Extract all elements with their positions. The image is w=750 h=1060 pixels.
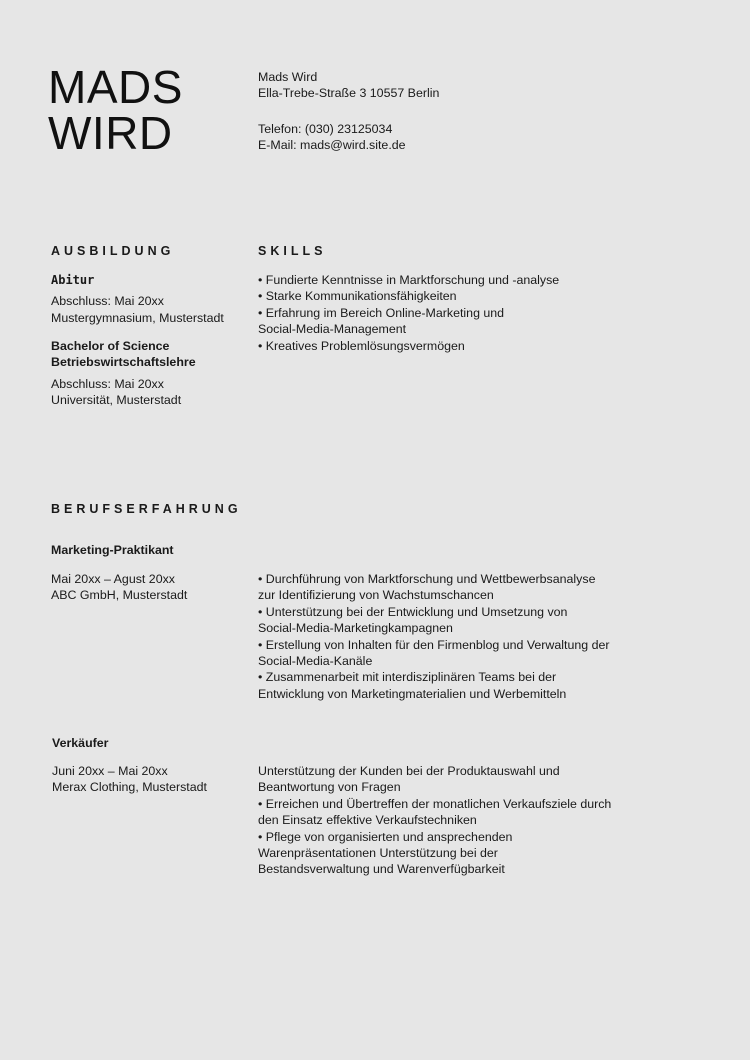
job-line: Unterstützung der Kunden bei der Produktauswahl und <box>258 764 560 778</box>
job-company: Merax Clothing, Musterstadt <box>52 780 207 795</box>
job-line: Beantwortung von Fragen <box>258 780 401 795</box>
name-last: WIRD <box>48 107 173 159</box>
education-line: Abschluss: Mai 20xx <box>51 376 164 391</box>
education-item <box>51 272 224 326</box>
contact-details <box>258 121 406 154</box>
education-line: Abschluss: Mai 20xx <box>51 294 164 309</box>
education-heading: AUSBILDUNG <box>51 244 175 258</box>
job-meta <box>51 571 187 604</box>
job-company: ABC GmbH, Musterstadt <box>51 588 188 603</box>
contact-phone: Telefon: (030) 23125034 <box>258 122 393 136</box>
job-line: • Unterstützung bei der Entwicklung und Umsetzung von <box>258 604 568 619</box>
job-line: zur Identifizierung von Wachstumschancen <box>258 588 494 603</box>
education-title: Betriebswirtschaftslehre <box>51 355 196 370</box>
education-item <box>51 338 196 409</box>
contact-block <box>258 69 439 102</box>
skill-line: • Erfahrung im Bereich Online-Marketing und <box>258 305 505 320</box>
job-line: Entwicklung von Marketingmaterialien und Werbemitteln <box>258 686 567 701</box>
job-description <box>258 763 611 878</box>
job-description <box>258 571 610 702</box>
job-title: Marketing-Praktikant <box>51 543 174 557</box>
skill-line: • Fundierte Kenntnisse in Marktforschung und -analyse <box>258 273 560 287</box>
skills-list <box>258 272 559 354</box>
skill-line: • Kreatives Problemlösungsvermögen <box>258 338 465 353</box>
contact-address: Ella-Trebe-Straße 3 10557 Berlin <box>258 86 440 101</box>
job-line: • Erstellung von Inhalten für den Firmenblog und Verwaltung der <box>258 637 610 652</box>
resume-name <box>48 61 183 159</box>
job-line: • Pflege von organisierten und ansprechenden <box>258 829 513 844</box>
job-dates: Mai 20xx – Agust 20xx <box>51 572 175 586</box>
job-line: • Durchführung von Marktforschung und Wettbewerbsanalyse <box>258 572 596 586</box>
job-line: Social-Media-Marketingkampagnen <box>258 621 453 636</box>
name-first: MADS <box>48 61 183 113</box>
education-title: Bachelor of Science <box>51 339 170 353</box>
job-line: den Einsatz effektive Verkaufstechniken <box>258 813 477 828</box>
education-title: Abitur <box>51 273 95 287</box>
job-dates: Juni 20xx – Mai 20xx <box>52 764 168 778</box>
education-line: Mustergymnasium, Musterstadt <box>51 310 224 325</box>
job-line: Bestandsverwaltung und Warenverfügbarkeit <box>258 862 505 877</box>
job-title: Verkäufer <box>52 736 109 750</box>
skills-heading: SKILLS <box>258 244 327 258</box>
experience-heading: BERUFSERFAHRUNG <box>51 502 242 516</box>
job-line: • Erreichen und Übertreffen der monatlichen Verkaufsziele durch <box>258 796 612 811</box>
contact-name: Mads Wird <box>258 70 318 84</box>
job-line: Social-Media-Kanäle <box>258 654 373 669</box>
job-line: • Zusammenarbeit mit interdisziplinären Teams bei der <box>258 670 557 685</box>
education-line: Universität, Musterstadt <box>51 393 182 408</box>
job-meta <box>52 763 207 796</box>
job-line: Warenpräsentationen Unterstützung bei der <box>258 846 498 861</box>
contact-email: E-Mail: mads@wird.site.de <box>258 138 406 153</box>
skill-line: Social-Media-Management <box>258 322 407 337</box>
skill-line: • Starke Kommunikationsfähigkeiten <box>258 289 457 304</box>
